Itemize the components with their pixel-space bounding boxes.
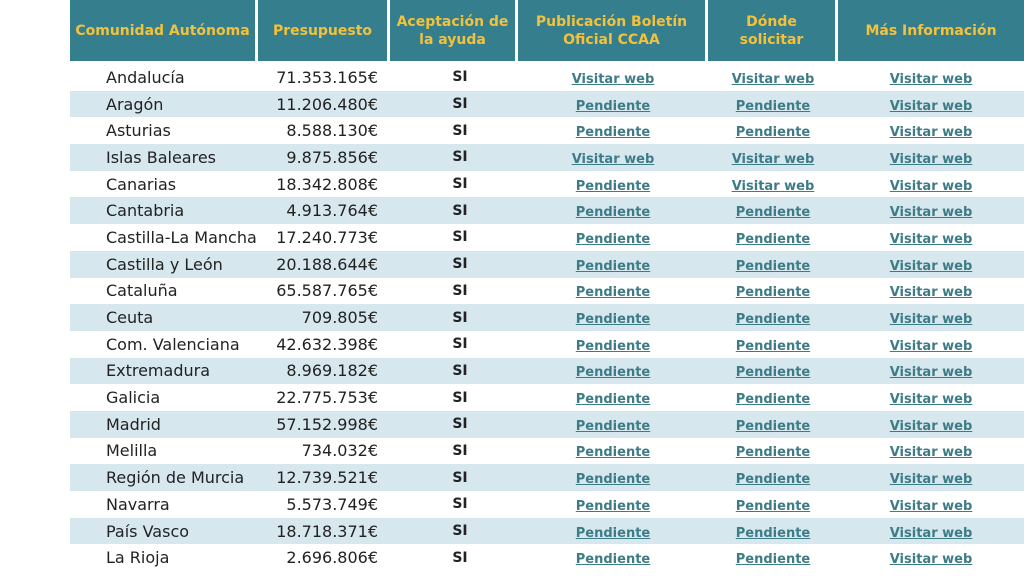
donde-cell <box>708 331 838 358</box>
mas-info-link[interactable]: Visitar web <box>889 231 973 247</box>
mas-info-cell <box>838 438 1024 465</box>
mas-info-link[interactable]: Visitar web <box>889 285 973 301</box>
table-row <box>70 438 1024 465</box>
presupuesto-cell: 57.152.998€ <box>258 411 390 438</box>
aceptacion-cell: SI <box>390 251 518 278</box>
publicacion-cell <box>518 331 708 358</box>
donde-cell <box>708 438 838 465</box>
publicacion-link[interactable]: Pendiente <box>575 525 651 541</box>
publicacion-cell <box>518 197 708 224</box>
comunidad-cell: Canarias <box>70 171 258 198</box>
table-row <box>70 224 1024 251</box>
comunidad-cell: Castilla-La Mancha <box>70 224 258 251</box>
publicacion-cell <box>518 278 708 305</box>
mas-info-cell <box>838 331 1024 358</box>
table-row <box>70 278 1024 305</box>
mas-info-link[interactable]: Visitar web <box>889 338 973 354</box>
mas-info-cell <box>838 304 1024 331</box>
header-comunidad: Comunidad Autónoma <box>70 0 258 61</box>
mas-info-cell <box>838 544 1024 571</box>
publicacion-link[interactable]: Pendiente <box>575 472 651 488</box>
donde-link[interactable]: Visitar web <box>731 178 815 194</box>
donde-cell <box>708 197 838 224</box>
aceptacion-cell: SI <box>390 304 518 331</box>
donde-cell <box>708 171 838 198</box>
table-row <box>70 171 1024 198</box>
aceptacion-cell: SI <box>390 384 518 411</box>
aceptacion-cell: SI <box>390 411 518 438</box>
donde-cell <box>708 64 838 91</box>
publicacion-cell <box>518 91 708 118</box>
donde-cell <box>708 144 838 171</box>
publicacion-link[interactable]: Pendiente <box>575 338 651 354</box>
publicacion-cell <box>518 144 708 171</box>
publicacion-cell <box>518 438 708 465</box>
donde-link[interactable]: Pendiente <box>735 98 811 114</box>
mas-info-cell <box>838 278 1024 305</box>
table-header <box>70 0 1024 64</box>
donde-link[interactable]: Pendiente <box>735 445 811 461</box>
presupuesto-cell: 42.632.398€ <box>258 331 390 358</box>
presupuesto-cell: 18.342.808€ <box>258 171 390 198</box>
donde-link[interactable]: Pendiente <box>735 418 811 434</box>
aceptacion-cell: SI <box>390 464 518 491</box>
presupuesto-cell: 18.718.371€ <box>258 518 390 545</box>
mas-info-cell <box>838 384 1024 411</box>
donde-cell <box>708 358 838 385</box>
comunidad-cell: Cantabria <box>70 197 258 224</box>
mas-info-link[interactable]: Visitar web <box>889 258 973 274</box>
header-presupuesto: Presupuesto <box>258 0 390 61</box>
aceptacion-cell: SI <box>390 171 518 198</box>
donde-link[interactable]: Pendiente <box>735 472 811 488</box>
donde-link[interactable]: Pendiente <box>735 552 811 568</box>
presupuesto-cell: 17.240.773€ <box>258 224 390 251</box>
comunidad-cell: Aragón <box>70 91 258 118</box>
comunidad-cell: Cataluña <box>70 278 258 305</box>
publicacion-link[interactable]: Pendiente <box>575 205 651 221</box>
presupuesto-cell: 2.696.806€ <box>258 544 390 571</box>
mas-info-cell <box>838 91 1024 118</box>
publicacion-link[interactable]: Pendiente <box>575 98 651 114</box>
mas-info-link[interactable]: Visitar web <box>889 365 973 381</box>
presupuesto-cell: 709.805€ <box>258 304 390 331</box>
aceptacion-cell: SI <box>390 224 518 251</box>
donde-cell <box>708 384 838 411</box>
publicacion-link[interactable]: Pendiente <box>575 285 651 301</box>
comunidad-cell: Ceuta <box>70 304 258 331</box>
mas-info-cell <box>838 491 1024 518</box>
donde-link[interactable]: Pendiente <box>735 125 811 141</box>
donde-cell <box>708 251 838 278</box>
comunidad-cell: Extremadura <box>70 358 258 385</box>
presupuesto-cell: 11.206.480€ <box>258 91 390 118</box>
comunidad-cell: Andalucía <box>70 64 258 91</box>
aceptacion-cell: SI <box>390 64 518 91</box>
presupuesto-cell: 5.573.749€ <box>258 491 390 518</box>
publicacion-link[interactable]: Pendiente <box>575 498 651 514</box>
aceptacion-cell: SI <box>390 438 518 465</box>
donde-link[interactable]: Pendiente <box>735 312 811 328</box>
donde-cell <box>708 117 838 144</box>
comunidad-cell: Navarra <box>70 491 258 518</box>
aceptacion-cell: SI <box>390 331 518 358</box>
publicacion-cell <box>518 117 708 144</box>
donde-cell <box>708 304 838 331</box>
mas-info-link[interactable]: Visitar web <box>889 125 973 141</box>
donde-cell <box>708 411 838 438</box>
presupuesto-cell: 71.353.165€ <box>258 64 390 91</box>
comunidad-cell: Asturias <box>70 117 258 144</box>
presupuesto-cell: 8.588.130€ <box>258 117 390 144</box>
comunidad-cell: Melilla <box>70 438 258 465</box>
table-row <box>70 91 1024 118</box>
mas-info-cell <box>838 251 1024 278</box>
mas-info-link[interactable]: Visitar web <box>889 418 973 434</box>
mas-info-link[interactable]: Visitar web <box>889 552 973 568</box>
mas-info-link[interactable]: Visitar web <box>889 178 973 194</box>
mas-info-cell <box>838 64 1024 91</box>
donde-link[interactable]: Pendiente <box>735 205 811 221</box>
publicacion-link[interactable]: Pendiente <box>575 365 651 381</box>
publicacion-link[interactable]: Visitar web <box>571 151 655 167</box>
aceptacion-cell: SI <box>390 358 518 385</box>
donde-link[interactable]: Visitar web <box>731 71 815 87</box>
donde-link[interactable]: Pendiente <box>735 392 811 408</box>
table-row <box>70 64 1024 91</box>
table-row <box>70 518 1024 545</box>
donde-link[interactable]: Pendiente <box>735 365 811 381</box>
mas-info-link[interactable]: Visitar web <box>889 205 973 221</box>
publicacion-cell <box>518 251 708 278</box>
publicacion-link[interactable]: Pendiente <box>575 125 651 141</box>
mas-info-cell <box>838 197 1024 224</box>
publicacion-cell <box>518 464 708 491</box>
table-row <box>70 411 1024 438</box>
donde-link[interactable]: Visitar web <box>731 151 815 167</box>
publicacion-cell <box>518 64 708 91</box>
mas-info-cell <box>838 518 1024 545</box>
comunidad-cell: Galicia <box>70 384 258 411</box>
table-row <box>70 544 1024 571</box>
mas-info-cell <box>838 117 1024 144</box>
comunidad-cell: Castilla y León <box>70 251 258 278</box>
mas-info-cell <box>838 464 1024 491</box>
aceptacion-cell: SI <box>390 518 518 545</box>
publicacion-cell <box>518 171 708 198</box>
presupuesto-cell: 4.913.764€ <box>258 197 390 224</box>
header-donde: Dónde solicitar <box>708 0 838 61</box>
aceptacion-cell: SI <box>390 544 518 571</box>
publicacion-link[interactable]: Pendiente <box>575 552 651 568</box>
table-row <box>70 304 1024 331</box>
donde-link[interactable]: Pendiente <box>735 258 811 274</box>
mas-info-link[interactable]: Visitar web <box>889 525 973 541</box>
donde-cell <box>708 278 838 305</box>
mas-info-link[interactable]: Visitar web <box>889 498 973 514</box>
mas-info-cell <box>838 224 1024 251</box>
header-publicacion: Publicación Boletín Oficial CCAA <box>518 0 708 61</box>
header-aceptacion: Aceptación de la ayuda <box>390 0 518 61</box>
publicacion-link[interactable]: Pendiente <box>575 445 651 461</box>
publicacion-link[interactable]: Pendiente <box>575 312 651 328</box>
aceptacion-cell: SI <box>390 117 518 144</box>
comunidad-cell: Madrid <box>70 411 258 438</box>
presupuesto-cell: 734.032€ <box>258 438 390 465</box>
donde-link[interactable]: Pendiente <box>735 498 811 514</box>
table-row <box>70 144 1024 171</box>
comunidad-cell: Com. Valenciana <box>70 331 258 358</box>
table-row <box>70 384 1024 411</box>
mas-info-link[interactable]: Visitar web <box>889 392 973 408</box>
mas-info-link[interactable]: Visitar web <box>889 151 973 167</box>
presupuesto-cell: 12.739.521€ <box>258 464 390 491</box>
aceptacion-cell: SI <box>390 491 518 518</box>
presupuesto-cell: 8.969.182€ <box>258 358 390 385</box>
table-row <box>70 464 1024 491</box>
table-row <box>70 491 1024 518</box>
donde-cell <box>708 491 838 518</box>
table-row <box>70 197 1024 224</box>
aceptacion-cell: SI <box>390 197 518 224</box>
mas-info-link[interactable]: Visitar web <box>889 445 973 461</box>
comunidad-cell: Región de Murcia <box>70 464 258 491</box>
publicacion-link[interactable]: Pendiente <box>575 418 651 434</box>
table-row <box>70 331 1024 358</box>
mas-info-link[interactable]: Visitar web <box>889 312 973 328</box>
aceptacion-cell: SI <box>390 144 518 171</box>
donde-cell <box>708 91 838 118</box>
publicacion-cell <box>518 224 708 251</box>
presupuesto-cell: 20.188.644€ <box>258 251 390 278</box>
comunidad-cell: País Vasco <box>70 518 258 545</box>
donde-link[interactable]: Pendiente <box>735 285 811 301</box>
mas-info-cell <box>838 358 1024 385</box>
publicacion-cell <box>518 544 708 571</box>
publicacion-cell <box>518 411 708 438</box>
publicacion-cell <box>518 358 708 385</box>
comunidad-cell: Islas Baleares <box>70 144 258 171</box>
comunidad-cell: La Rioja <box>70 544 258 571</box>
publicacion-link[interactable]: Pendiente <box>575 392 651 408</box>
publicacion-cell <box>518 518 708 545</box>
header-mas: Más Información <box>838 0 1024 61</box>
presupuesto-cell: 65.587.765€ <box>258 278 390 305</box>
publicacion-link[interactable]: Pendiente <box>575 178 651 194</box>
table-row <box>70 117 1024 144</box>
aid-budget-table <box>70 0 1024 571</box>
mas-info-link[interactable]: Visitar web <box>889 98 973 114</box>
publicacion-cell <box>518 491 708 518</box>
publicacion-link[interactable]: Pendiente <box>575 231 651 247</box>
publicacion-link[interactable]: Visitar web <box>571 71 655 87</box>
presupuesto-cell: 9.875.856€ <box>258 144 390 171</box>
donde-link[interactable]: Pendiente <box>735 525 811 541</box>
donde-cell <box>708 544 838 571</box>
publicacion-cell <box>518 304 708 331</box>
table-row <box>70 358 1024 385</box>
mas-info-link[interactable]: Visitar web <box>889 71 973 87</box>
donde-link[interactable]: Pendiente <box>735 338 811 354</box>
donde-cell <box>708 518 838 545</box>
aceptacion-cell: SI <box>390 91 518 118</box>
mas-info-link[interactable]: Visitar web <box>889 472 973 488</box>
presupuesto-cell: 22.775.753€ <box>258 384 390 411</box>
mas-info-cell <box>838 411 1024 438</box>
donde-cell <box>708 464 838 491</box>
table-body <box>70 64 1024 571</box>
mas-info-cell <box>838 144 1024 171</box>
table-row <box>70 251 1024 278</box>
donde-cell <box>708 224 838 251</box>
aceptacion-cell: SI <box>390 278 518 305</box>
mas-info-cell <box>838 171 1024 198</box>
publicacion-cell <box>518 384 708 411</box>
publicacion-link[interactable]: Pendiente <box>575 258 651 274</box>
donde-link[interactable]: Pendiente <box>735 231 811 247</box>
